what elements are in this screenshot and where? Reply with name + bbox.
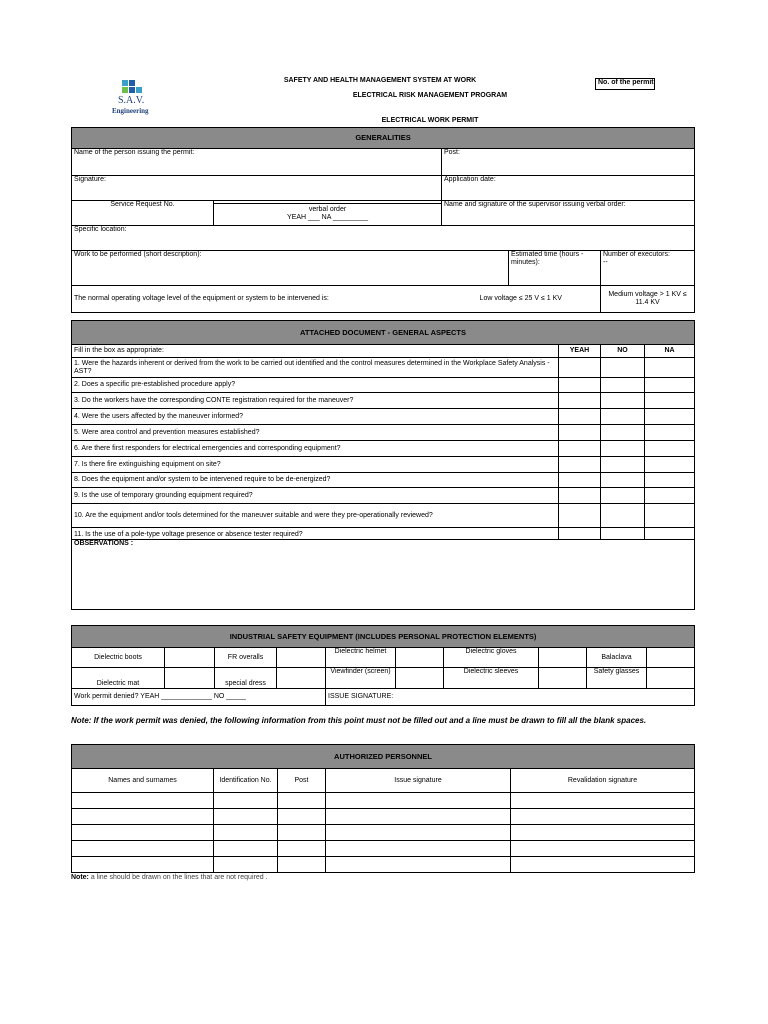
question-3: 3. Do the workers have the corresponding CONTE registration required for the maneuver? [72,393,559,409]
balaclava-label: Balaclava [587,648,647,668]
answer-no[interactable] [601,441,645,457]
table-row [72,857,695,873]
col-yeah: YEAH [559,345,601,358]
logo-subtitle: Engineering [112,107,149,115]
authorized-personnel-table [71,744,695,873]
logo-square-4 [129,87,135,93]
work-description-field[interactable]: Work to be performed (short description): [72,251,509,286]
answer-no[interactable] [601,393,645,409]
question-7: 7. Is there fire extinguishing equipment on site? [72,457,559,473]
answer-na[interactable] [645,457,695,473]
answer-yeah[interactable] [559,488,601,504]
safety-equipment-heading: INDUSTRIAL SAFETY EQUIPMENT (INCLUDES PERSONAL PROTECTION ELEMENTS) [72,626,695,648]
id-cell[interactable] [214,841,278,857]
answer-na[interactable] [645,425,695,441]
attached-document-table [71,320,695,610]
answer-no[interactable] [601,504,645,528]
answer-yeah[interactable] [559,393,601,409]
answer-na[interactable] [645,528,695,540]
balaclava-check[interactable] [647,648,695,668]
name-cell[interactable] [72,825,214,841]
table-row [72,825,695,841]
answer-no[interactable] [601,473,645,488]
dielectric-boots-label: Dielectric boots [72,648,165,668]
answer-no[interactable] [601,488,645,504]
voltage-question: The normal operating voltage level of the equipment or system to be intervened is: [72,286,442,313]
id-cell[interactable] [214,809,278,825]
footer-note [71,874,268,882]
observations-field[interactable]: OBSERVATIONS : [72,540,695,610]
answer-yeah[interactable] [559,504,601,528]
dielectric-sleeves-label: Dielectric sleeves [444,668,539,689]
service-request-field[interactable]: Service Request No. [72,201,214,226]
answer-yeah[interactable] [559,378,601,393]
specific-location-field[interactable]: Specific location: [72,226,695,251]
issue-cell[interactable] [326,825,511,841]
table-row [72,793,695,809]
answer-no[interactable] [601,457,645,473]
answer-no[interactable] [601,425,645,441]
personnel-heading: AUTHORIZED PERSONNEL [72,745,695,769]
signature-field[interactable]: Signature: [72,176,442,201]
verbal-order-field[interactable] [214,201,442,226]
answer-na[interactable] [645,378,695,393]
question-2: 2. Does a specific pre-established procedure apply? [72,378,559,393]
title-system: SAFETY AND HEALTH MANAGEMENT SYSTEM AT WORK [283,77,477,84]
question-5: 5. Were area control and prevention measures established? [72,425,559,441]
question-9: 9. Is the use of temporary grounding equipment required? [72,488,559,504]
note-denied: Note: If the work permit was denied, the following information from this point must not be filled out and a line must be drawn to fill all the blank spaces. [71,716,647,725]
issue-cell[interactable] [326,841,511,857]
estimated-time-field[interactable]: Estimated time (hours - minutes): [509,251,601,286]
executors-value: -- [603,259,608,266]
table-row [72,841,695,857]
answer-no[interactable] [601,378,645,393]
company-logo [112,78,160,118]
id-cell[interactable] [214,793,278,809]
safety-glasses-check[interactable] [647,668,695,689]
answer-na[interactable] [645,504,695,528]
col-names: Names and surnames [72,769,214,793]
title-permit: ELECTRICAL WORK PERMIT [381,117,479,124]
viewfinder-check[interactable] [396,668,444,689]
question-10: 10. Are the equipment and/or tools determined for the maneuver suitable and were they pre-operationally reviewed? [72,504,559,528]
post-cell[interactable] [278,809,326,825]
dielectric-gloves-label: Dielectric gloves [444,648,539,668]
dielectric-helmet-label: Dielectric helmet [326,648,396,668]
title-program: ELECTRICAL RISK MANAGEMENT PROGRAM [352,92,508,99]
question-8: 8. Does the equipment and/or system to be intervened require to be de-energized? [72,473,559,488]
answer-no[interactable] [601,409,645,425]
fill-in-instruction: Fill in the box as appropriate: [72,345,559,358]
revalidation-cell[interactable] [511,825,695,841]
dielectric-sleeves-check[interactable] [539,668,587,689]
answer-no[interactable] [601,358,645,378]
id-cell[interactable] [214,825,278,841]
revalidation-cell[interactable] [511,841,695,857]
answer-na[interactable] [645,488,695,504]
dielectric-mat-check[interactable] [165,668,215,689]
executors-field[interactable] [601,251,695,286]
answer-na[interactable] [645,441,695,457]
application-date-field[interactable]: Application date: [442,176,695,201]
generalities-heading: GENERALITIES [72,128,695,149]
answer-na[interactable] [645,473,695,488]
dielectric-helmet-check[interactable] [396,648,444,668]
issue-cell[interactable] [326,793,511,809]
question-4: 4. Were the users affected by the maneuver informed? [72,409,559,425]
post-field[interactable]: Post: [442,149,695,176]
answer-na[interactable] [645,409,695,425]
attached-heading: ATTACHED DOCUMENT - GENERAL ASPECTS [72,321,695,345]
question-1: 1. Were the hazards inherent or derived from the work to be carried out identified and the control measures determined in the Workplace Safety Analysis - AST? [72,358,559,378]
safety-equipment-table [71,625,695,706]
post-cell[interactable] [278,793,326,809]
col-no: NO [601,345,645,358]
question-6: 6. Are there first responders for electrical emergencies and corresponding equipment? [72,441,559,457]
name-cell[interactable] [72,809,214,825]
fr-overalls-check[interactable] [277,648,326,668]
executors-label: Number of executors: [603,251,670,258]
revalidation-cell[interactable] [511,857,695,873]
safety-glasses-label: Safety glasses [587,668,647,689]
answer-yeah[interactable] [559,441,601,457]
work-denied-field[interactable]: Work permit denied? YEAH _____________ NO _____ [72,689,326,706]
footer-note-text: a line should be drawn on the lines that are not required . [88,874,268,881]
logo-square-2 [129,80,135,86]
permit-number-box[interactable]: No. of the permit [595,78,655,90]
issue-cell[interactable] [326,857,511,873]
footer-note-label: Note: [71,874,89,881]
answer-yeah[interactable] [559,425,601,441]
special-dress-check[interactable] [277,668,326,689]
answer-yeah[interactable] [559,409,601,425]
question-11: 11. Is the use of a pole-type voltage presence or absence tester required? [72,528,559,540]
low-voltage-option[interactable]: Low voltage ≤ 25 V ≤ 1 KV [442,286,601,313]
answer-yeah[interactable] [559,457,601,473]
col-post: Post [278,769,326,793]
verbal-order-label: verbal order [214,203,441,214]
fr-overalls-label: FR overalls [215,648,277,668]
logo-square-5 [136,87,142,93]
issue-signature-field[interactable]: ISSUE SIGNATURE: [326,689,695,706]
answer-na[interactable] [645,393,695,409]
name-cell[interactable] [72,841,214,857]
logo-square-3 [122,87,128,93]
dielectric-mat-label: Dielectric mat [72,668,165,689]
name-cell[interactable] [72,857,214,873]
revalidation-cell[interactable] [511,809,695,825]
post-cell[interactable] [278,857,326,873]
issue-cell[interactable] [326,809,511,825]
col-na: NA [645,345,695,358]
generalities-table [71,127,695,313]
logo-square-1 [122,80,128,86]
issuer-name-field[interactable]: Name of the person issuing the permit: [72,149,442,176]
name-cell[interactable] [72,793,214,809]
col-revalidation-signature: Revalidation signature [511,769,695,793]
dielectric-gloves-check[interactable] [539,648,587,668]
viewfinder-label: Viewfinder (screen) [326,668,396,689]
dielectric-boots-check[interactable] [165,648,215,668]
answer-no[interactable] [601,528,645,540]
medium-voltage-option[interactable]: Medium voltage > 1 KV ≤ 11.4 KV [601,286,695,313]
post-cell[interactable] [278,841,326,857]
answer-na[interactable] [645,358,695,378]
answer-yeah[interactable] [559,528,601,540]
verbal-order-yeah-na: YEAH ___ NA _________ [287,213,368,221]
id-cell[interactable] [214,857,278,873]
col-identification: Identification No. [214,769,278,793]
revalidation-cell[interactable] [511,793,695,809]
post-cell[interactable] [278,825,326,841]
supervisor-signature-field[interactable]: Name and signature of the supervisor issuing verbal order: [442,201,695,226]
answer-yeah[interactable] [559,358,601,378]
col-issue-signature: Issue signature [326,769,511,793]
special-dress-label: special dress [215,668,277,689]
table-row [72,809,695,825]
answer-yeah[interactable] [559,473,601,488]
logo-name: S.A.V. [118,95,145,106]
